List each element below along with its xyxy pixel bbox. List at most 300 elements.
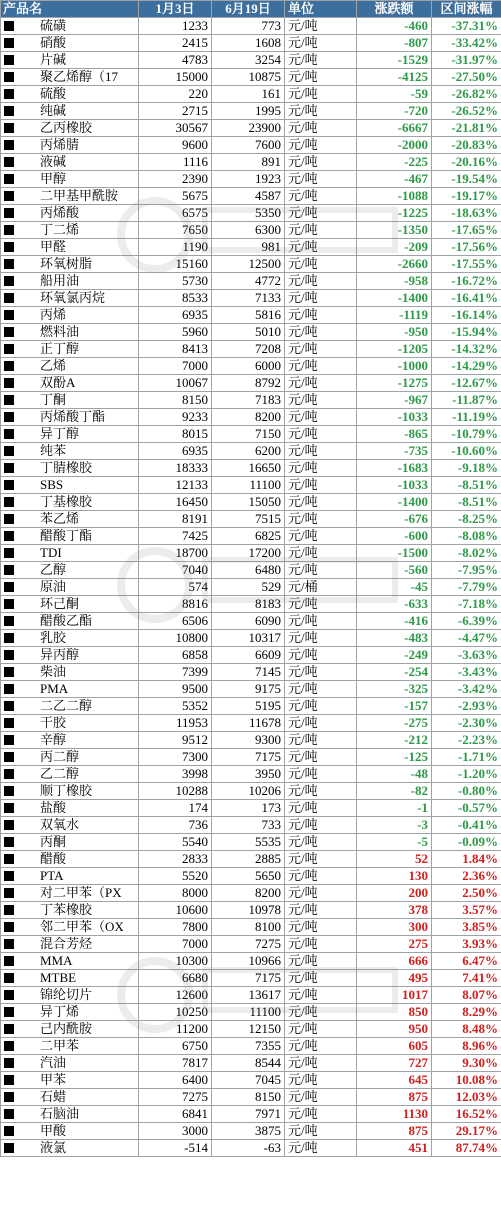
pct-change-cell: -16.41% (432, 290, 501, 307)
table-row (1, 681, 501, 698)
pct-change-cell: 29.17% (432, 1123, 501, 1140)
product-name-cell (1, 511, 139, 528)
row-marker-icon (4, 735, 14, 745)
change-cell: 130 (357, 868, 432, 885)
unit-cell: 元/吨 (285, 341, 357, 358)
row-marker-icon (4, 752, 14, 762)
row-marker-icon (4, 599, 14, 609)
row-marker-icon (4, 72, 14, 82)
header-product[interactable]: 产品名 (1, 1, 139, 18)
price-jun19-cell: 3254 (212, 52, 285, 69)
price-jan3-cell: 3998 (139, 766, 212, 783)
row-marker-icon (4, 888, 14, 898)
pct-change-cell: 9.30% (432, 1055, 501, 1072)
pct-change-cell: -11.87% (432, 392, 501, 409)
pct-change-cell: -0.41% (432, 817, 501, 834)
row-marker-icon (4, 208, 14, 218)
price-jun19-cell: 5535 (212, 834, 285, 851)
price-jan3-cell: 174 (139, 800, 212, 817)
price-jun19-cell: 7145 (212, 664, 285, 681)
unit-cell: 元/吨 (285, 630, 357, 647)
price-jun19-cell: 8100 (212, 919, 285, 936)
row-marker-icon (4, 956, 14, 966)
row-marker-icon (4, 1024, 14, 1034)
price-jun19-cell: 9175 (212, 681, 285, 698)
product-name-cell (1, 817, 139, 834)
product-name-cell (1, 528, 139, 545)
price-jan3-cell: 9512 (139, 732, 212, 749)
unit-cell: 元/吨 (285, 443, 357, 460)
change-cell: -1033 (357, 477, 432, 494)
price-jan3-cell: 7800 (139, 919, 212, 936)
unit-cell: 元/吨 (285, 1021, 357, 1038)
product-name: 干胶 (40, 715, 67, 730)
price-jun19-cell: 1608 (212, 35, 285, 52)
header-date1[interactable]: 1月3日 (139, 1, 212, 18)
change-cell: -249 (357, 647, 432, 664)
table-row (1, 800, 501, 817)
product-name: 丙烯腈 (40, 137, 80, 152)
price-jun19-cell: 7133 (212, 290, 285, 307)
product-name-cell (1, 171, 139, 188)
change-cell: 875 (357, 1089, 432, 1106)
change-cell: -1683 (357, 460, 432, 477)
product-name: 醋酸乙酯 (40, 613, 93, 628)
product-name: 石蜡 (40, 1089, 67, 1104)
row-marker-icon (4, 344, 14, 354)
product-name: 丁基橡胶 (40, 494, 93, 509)
unit-cell: 元/吨 (285, 562, 357, 579)
unit-cell: 元/吨 (285, 426, 357, 443)
change-cell: -48 (357, 766, 432, 783)
product-name: 环氧氯丙烷 (40, 290, 106, 305)
unit-cell: 元/吨 (285, 171, 357, 188)
change-cell: -225 (357, 154, 432, 171)
change-cell: -212 (357, 732, 432, 749)
table-row (1, 120, 501, 137)
price-jan3-cell: 5520 (139, 868, 212, 885)
price-jun19-cell: 2885 (212, 851, 285, 868)
price-jan3-cell: 1233 (139, 18, 212, 35)
unit-cell: 元/吨 (285, 681, 357, 698)
price-jan3-cell: 5352 (139, 698, 212, 715)
price-jan3-cell: 10067 (139, 375, 212, 392)
table-row (1, 375, 501, 392)
change-cell: -950 (357, 324, 432, 341)
row-marker-icon (4, 463, 14, 473)
pct-change-cell: 87.74% (432, 1140, 501, 1157)
table-row (1, 851, 501, 868)
change-cell: -460 (357, 18, 432, 35)
price-jun19-cell: 7150 (212, 426, 285, 443)
unit-cell: 元/吨 (285, 1089, 357, 1106)
change-cell: -1350 (357, 222, 432, 239)
table-row (1, 1123, 501, 1140)
price-jan3-cell: 1190 (139, 239, 212, 256)
row-marker-icon (4, 174, 14, 184)
unit-cell: 元/吨 (285, 970, 357, 987)
unit-cell: 元/吨 (285, 1038, 357, 1055)
price-jun19-cell: 7208 (212, 341, 285, 358)
pct-change-cell: 2.36% (432, 868, 501, 885)
product-name-cell (1, 154, 139, 171)
table-row (1, 902, 501, 919)
pct-change-cell: -10.79% (432, 426, 501, 443)
product-name: 甲醇 (40, 171, 67, 186)
table-row (1, 222, 501, 239)
product-name: 顺丁橡胶 (40, 783, 93, 798)
pct-change-cell: -3.43% (432, 664, 501, 681)
price-jun19-cell: 8544 (212, 1055, 285, 1072)
product-name-cell (1, 443, 139, 460)
row-marker-icon (4, 1075, 14, 1085)
pct-change-cell: -8.51% (432, 494, 501, 511)
price-jun19-cell: 10875 (212, 69, 285, 86)
change-cell: -1205 (357, 341, 432, 358)
product-name-cell (1, 290, 139, 307)
pct-change-cell: 7.41% (432, 970, 501, 987)
pct-change-cell: -17.56% (432, 239, 501, 256)
unit-cell: 元/吨 (285, 953, 357, 970)
product-name: SBS (40, 477, 64, 492)
price-jan3-cell: 8015 (139, 426, 212, 443)
change-cell: -676 (357, 511, 432, 528)
product-name: 异丙醇 (40, 647, 80, 662)
change-cell: -59 (357, 86, 432, 103)
price-jun19-cell: 1923 (212, 171, 285, 188)
change-cell: 645 (357, 1072, 432, 1089)
price-jan3-cell: 10800 (139, 630, 212, 647)
table-row (1, 18, 501, 35)
product-name: MMA (40, 953, 73, 968)
product-name-cell (1, 222, 139, 239)
change-cell: -1500 (357, 545, 432, 562)
unit-cell: 元/吨 (285, 120, 357, 137)
table-row (1, 783, 501, 800)
product-name: MTBE (40, 970, 77, 985)
product-name-cell (1, 1123, 139, 1140)
pct-change-cell: 8.96% (432, 1038, 501, 1055)
product-name: 聚乙烯醇（17 (40, 69, 119, 84)
table-row (1, 409, 501, 426)
product-name-cell (1, 1140, 139, 1157)
price-jun19-cell: 6480 (212, 562, 285, 579)
price-jan3-cell: 10288 (139, 783, 212, 800)
table-row (1, 1004, 501, 1021)
product-name: 环己酮 (40, 596, 80, 611)
product-name: 丙烯酸丁酯 (40, 409, 106, 424)
product-name-cell (1, 494, 139, 511)
row-marker-icon (4, 21, 14, 31)
row-marker-icon (4, 1058, 14, 1068)
pct-change-cell: -26.52% (432, 103, 501, 120)
product-name-cell (1, 460, 139, 477)
pct-change-cell: -16.72% (432, 273, 501, 290)
price-jun19-cell: 7971 (212, 1106, 285, 1123)
table-row (1, 154, 501, 171)
price-jan3-cell: 2833 (139, 851, 212, 868)
pct-change-cell: -8.02% (432, 545, 501, 562)
price-jan3-cell: 5675 (139, 188, 212, 205)
row-marker-icon (4, 1143, 14, 1153)
price-jun19-cell: 11678 (212, 715, 285, 732)
product-name: 甲酸 (40, 1123, 67, 1138)
price-jun19-cell: 773 (212, 18, 285, 35)
pct-change-cell: -16.14% (432, 307, 501, 324)
change-cell: -483 (357, 630, 432, 647)
header-unit[interactable]: 单位 (285, 1, 357, 18)
row-marker-icon (4, 769, 14, 779)
product-name-cell (1, 18, 139, 35)
change-cell: -325 (357, 681, 432, 698)
price-jun19-cell: 5816 (212, 307, 285, 324)
product-name-cell (1, 1055, 139, 1072)
price-jan3-cell: 7425 (139, 528, 212, 545)
price-jan3-cell: 8533 (139, 290, 212, 307)
product-name: 乙醇 (40, 562, 67, 577)
header-pct[interactable]: 区间涨幅 (432, 1, 501, 18)
table-row (1, 545, 501, 562)
product-name-cell (1, 630, 139, 647)
row-marker-icon (4, 327, 14, 337)
price-jun19-cell: 7175 (212, 749, 285, 766)
unit-cell: 元/吨 (285, 290, 357, 307)
change-cell: -1225 (357, 205, 432, 222)
price-jun19-cell: 981 (212, 239, 285, 256)
unit-cell: 元/吨 (285, 511, 357, 528)
header-change[interactable]: 涨跌额 (357, 1, 432, 18)
table-row (1, 205, 501, 222)
price-jan3-cell: 6575 (139, 205, 212, 222)
product-name: 原油 (40, 579, 67, 594)
price-jun19-cell: 4587 (212, 188, 285, 205)
unit-cell: 元/吨 (285, 18, 357, 35)
product-name-cell (1, 579, 139, 596)
product-name: PMA (40, 681, 69, 696)
change-cell: 200 (357, 885, 432, 902)
change-cell: 495 (357, 970, 432, 987)
product-name-cell (1, 800, 139, 817)
price-jun19-cell: 3950 (212, 766, 285, 783)
price-jan3-cell: 8150 (139, 392, 212, 409)
price-jun19-cell: 529 (212, 579, 285, 596)
product-name-cell (1, 69, 139, 86)
price-jan3-cell: 736 (139, 817, 212, 834)
product-name-cell (1, 307, 139, 324)
price-jun19-cell: 5650 (212, 868, 285, 885)
product-name-cell (1, 477, 139, 494)
product-name-cell (1, 885, 139, 902)
price-jun19-cell: 3875 (212, 1123, 285, 1140)
product-name-cell (1, 1072, 139, 1089)
table-row (1, 358, 501, 375)
price-jan3-cell: 6400 (139, 1072, 212, 1089)
price-jan3-cell: 18333 (139, 460, 212, 477)
change-cell: -720 (357, 103, 432, 120)
pct-change-cell: 3.85% (432, 919, 501, 936)
change-cell: -209 (357, 239, 432, 256)
product-name-cell (1, 239, 139, 256)
table-row (1, 1072, 501, 1089)
table-row (1, 256, 501, 273)
pct-change-cell: -2.23% (432, 732, 501, 749)
price-jan3-cell: 3000 (139, 1123, 212, 1140)
price-jun19-cell: 16650 (212, 460, 285, 477)
product-name-cell (1, 919, 139, 936)
change-cell: 950 (357, 1021, 432, 1038)
header-date2[interactable]: 6月19日 (212, 1, 285, 18)
product-name-cell (1, 1004, 139, 1021)
price-jan3-cell: 6506 (139, 613, 212, 630)
change-cell: -2660 (357, 256, 432, 273)
product-name: 锦纶切片 (40, 987, 93, 1002)
pct-change-cell: 3.93% (432, 936, 501, 953)
row-marker-icon (4, 633, 14, 643)
product-name-cell (1, 868, 139, 885)
pct-change-cell: 16.52% (432, 1106, 501, 1123)
product-name-cell (1, 834, 139, 851)
unit-cell: 元/吨 (285, 307, 357, 324)
unit-cell: 元/吨 (285, 749, 357, 766)
product-name: 甲醛 (40, 239, 67, 254)
row-marker-icon (4, 225, 14, 235)
table-row (1, 817, 501, 834)
product-name: 硫酸 (40, 86, 67, 101)
product-name-cell (1, 358, 139, 375)
pct-change-cell: -12.67% (432, 375, 501, 392)
product-name-cell (1, 613, 139, 630)
unit-cell: 元/吨 (285, 205, 357, 222)
product-name: 二甲苯 (40, 1038, 80, 1053)
product-name: 丁二烯 (40, 222, 80, 237)
price-jan3-cell: 7000 (139, 936, 212, 953)
row-marker-icon (4, 480, 14, 490)
product-name: 硫磺 (40, 18, 67, 33)
price-jun19-cell: 6000 (212, 358, 285, 375)
product-name-cell (1, 375, 139, 392)
product-name-cell (1, 324, 139, 341)
product-name: 二甲基甲酰胺 (40, 188, 119, 203)
change-cell: -4125 (357, 69, 432, 86)
price-jun19-cell: 733 (212, 817, 285, 834)
price-jan3-cell: 7275 (139, 1089, 212, 1106)
pct-change-cell: -14.32% (432, 341, 501, 358)
pct-change-cell: -0.80% (432, 783, 501, 800)
product-name-cell (1, 545, 139, 562)
pct-change-cell: 8.07% (432, 987, 501, 1004)
price-jan3-cell: 11953 (139, 715, 212, 732)
product-name-cell (1, 205, 139, 222)
table-body (1, 18, 501, 1157)
pct-change-cell: 8.48% (432, 1021, 501, 1038)
pct-change-cell: -21.81% (432, 120, 501, 137)
change-cell: -1275 (357, 375, 432, 392)
product-name-cell (1, 698, 139, 715)
row-marker-icon (4, 89, 14, 99)
unit-cell: 元/吨 (285, 69, 357, 86)
product-name: 双氧水 (40, 817, 80, 832)
unit-cell: 元/吨 (285, 375, 357, 392)
price-jan3-cell: 8413 (139, 341, 212, 358)
table-row (1, 392, 501, 409)
product-name-cell (1, 596, 139, 613)
row-marker-icon (4, 616, 14, 626)
price-jun19-cell: 10978 (212, 902, 285, 919)
row-marker-icon (4, 1109, 14, 1119)
pct-change-cell: -17.55% (432, 256, 501, 273)
change-cell: -633 (357, 596, 432, 613)
product-name: 乙丙橡胶 (40, 120, 93, 135)
product-name: 对二甲苯（PX (40, 885, 122, 900)
price-jan3-cell: 5540 (139, 834, 212, 851)
price-jun19-cell: 7275 (212, 936, 285, 953)
price-jan3-cell: 8191 (139, 511, 212, 528)
row-marker-icon (4, 582, 14, 592)
product-name-cell (1, 392, 139, 409)
unit-cell: 元/吨 (285, 902, 357, 919)
product-name-cell (1, 103, 139, 120)
price-jan3-cell: 6750 (139, 1038, 212, 1055)
product-name: 混合芳烃 (40, 936, 93, 951)
price-jun19-cell: 8200 (212, 409, 285, 426)
product-name-cell (1, 851, 139, 868)
table-row (1, 919, 501, 936)
change-cell: -1033 (357, 409, 432, 426)
product-name: 甲苯 (40, 1072, 67, 1087)
price-jun19-cell: 7515 (212, 511, 285, 528)
product-name-cell (1, 970, 139, 987)
unit-cell: 元/吨 (285, 528, 357, 545)
unit-cell: 元/吨 (285, 494, 357, 511)
table-row (1, 749, 501, 766)
price-jun19-cell: 8200 (212, 885, 285, 902)
product-name-cell (1, 562, 139, 579)
unit-cell: 元/吨 (285, 358, 357, 375)
change-cell: 300 (357, 919, 432, 936)
change-cell: -125 (357, 749, 432, 766)
product-name-cell (1, 715, 139, 732)
unit-cell: 元/桶 (285, 579, 357, 596)
pct-change-cell: -3.42% (432, 681, 501, 698)
product-name-cell (1, 783, 139, 800)
product-name-cell (1, 1106, 139, 1123)
price-jan3-cell: 9500 (139, 681, 212, 698)
pct-change-cell: -7.95% (432, 562, 501, 579)
price-jun19-cell: 5010 (212, 324, 285, 341)
product-name: 正丁醇 (40, 341, 80, 356)
pct-change-cell: -8.08% (432, 528, 501, 545)
unit-cell: 元/吨 (285, 936, 357, 953)
row-marker-icon (4, 922, 14, 932)
unit-cell: 元/吨 (285, 1004, 357, 1021)
unit-cell: 元/吨 (285, 239, 357, 256)
row-marker-icon (4, 514, 14, 524)
table-row (1, 885, 501, 902)
price-jun19-cell: 6200 (212, 443, 285, 460)
unit-cell: 元/吨 (285, 766, 357, 783)
pct-change-cell: -8.25% (432, 511, 501, 528)
product-name-cell (1, 902, 139, 919)
table-row (1, 1106, 501, 1123)
table-row (1, 562, 501, 579)
pct-change-cell: 10.08% (432, 1072, 501, 1089)
row-marker-icon (4, 939, 14, 949)
row-marker-icon (4, 667, 14, 677)
pct-change-cell: -1.20% (432, 766, 501, 783)
row-marker-icon (4, 310, 14, 320)
product-name: 丙酮 (40, 834, 67, 849)
row-marker-icon (4, 718, 14, 728)
